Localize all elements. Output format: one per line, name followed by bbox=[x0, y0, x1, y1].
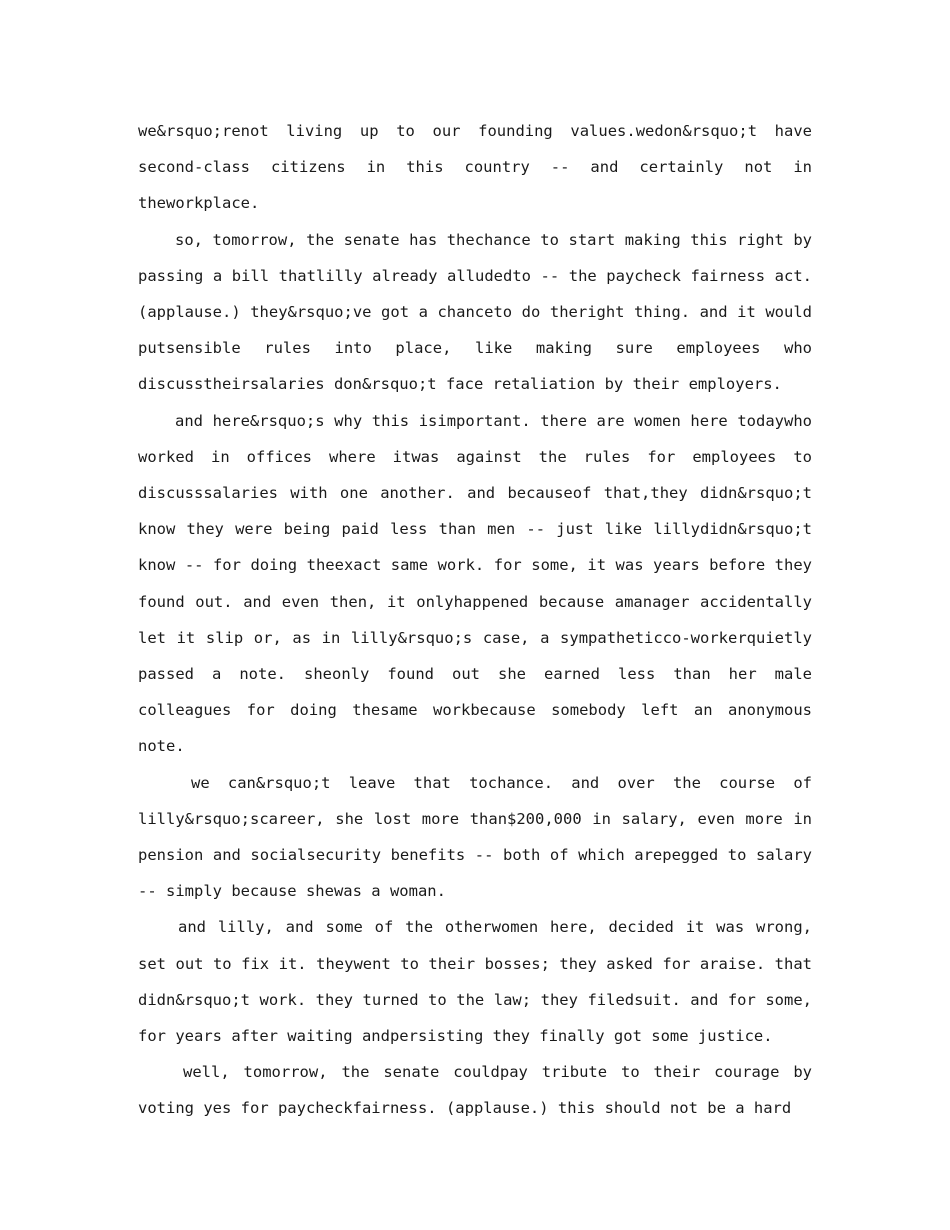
paragraph-3: and here&rsquo;s why this isimportant. there are women here todaywho worked in offices where itwas against the rules for employees to discusssalaries with one another. and becauseof that,they didn&rsquo;t know they were being paid less than men -- just like lillydidn&rsquo;t know -- for doing theexact same work. for some, it was years before they found out. and even then, it onlyhappened because amanager accidentally let it slip or, as in lilly&rsquo;s case, a sympatheticco-workerquietly passed a note. sheonly found out she earned less than her male colleagues for doing thesame workbecause somebody left an anonymous note. bbox=[138, 411, 812, 756]
paragraph-2: so, tomorrow, the senate has thechance to start making this right by passing a bill thatlilly already alludedto -- the paycheck fairness act. (applause.) they&rsquo;ve got a chanceto do theright thing. and it would putsensible rules into place, like making sure employees who discusstheirsalaries don&rsquo;t face retaliation by their employers. bbox=[138, 230, 812, 394]
document-page bbox=[138, 113, 812, 1127]
paragraph-6: well, tomorrow, the senate couldpay tribute to their courage by voting yes for paycheckfairness. (applause.) this should not be a hard bbox=[138, 1063, 812, 1118]
paragraph-1: we&rsquo;renot living up to our founding values.wedon&rsquo;t have second-class citizens in this country -- and certainly not in theworkplace. bbox=[138, 122, 812, 213]
paragraph-5: and lilly, and some of the otherwomen here, decided it was wrong, set out to fix it. theywent to their bosses; they asked for araise. that didn&rsquo;t work. they turned to the law; they filedsuit. and for some, for years after waiting andpersisting they finally got some justice. bbox=[138, 918, 812, 1046]
paragraph-4: we can&rsquo;t leave that tochance. and over the course of lilly&rsquo;scareer, she lost more than$200,000 in salary, even more in pension and socialsecurity benefits -- both of which arepegged to salary -- simply because shewas a woman. bbox=[138, 773, 812, 901]
